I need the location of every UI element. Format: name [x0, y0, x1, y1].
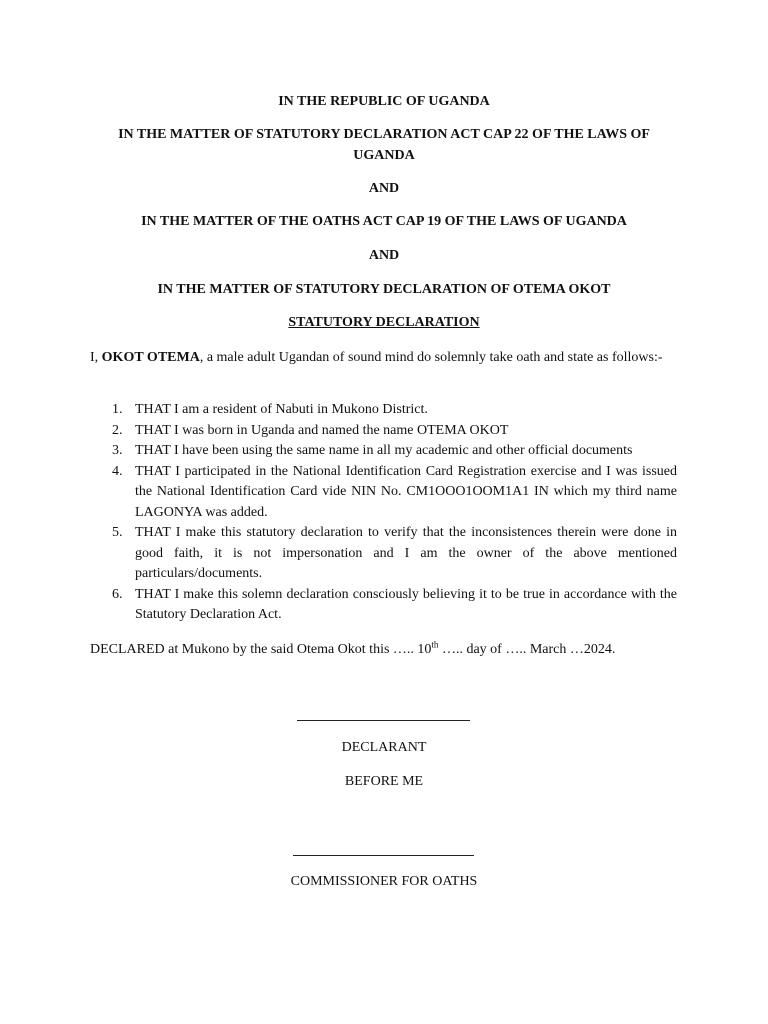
declared-ordinal-suffix: th	[431, 639, 439, 650]
declared-suffix: ….. day of ….. March …2024.	[438, 642, 616, 657]
heading-statutory-act-line2: UGANDA	[353, 148, 415, 163]
list-item-number: 6.	[112, 586, 123, 602]
list-item-text: THAT I was born in Uganda and named the name OTEMA OKOT	[135, 422, 509, 438]
commissioner-signature-line	[293, 855, 474, 856]
list-item-number: 5.	[112, 525, 123, 540]
intro-prefix: I,	[90, 350, 102, 365]
declarant-name: OKOT OTEMA	[101, 350, 200, 365]
list-item-text: THAT I make this statutory declaration to verify that the inconsistences therein were done in good faith, it is not impersonation and I am the owner of the above mentioned particulars/documents.	[135, 525, 677, 581]
list-item-number: 2.	[112, 422, 123, 438]
intro-paragraph	[90, 348, 677, 368]
list-item-text: THAT I make this solemn declaration consciously believing it to be true in accordance with the Statutory Declaration Act.	[135, 586, 677, 622]
declarant-label: DECLARANT	[341, 740, 427, 755]
commissioner-label: COMMISSIONER FOR OATHS	[290, 874, 478, 889]
declared-statement	[90, 640, 677, 660]
declared-prefix: DECLARED at Mukono by the said Otema Okot this ….. 10	[90, 642, 432, 657]
list-item-number: 4.	[112, 463, 123, 479]
heading-republic: IN THE REPUBLIC OF UGANDA	[278, 94, 490, 109]
before-me-label: BEFORE ME	[344, 774, 424, 789]
document-title-text: STATUTORY DECLARATION	[288, 315, 480, 330]
list-item	[90, 585, 677, 626]
heading-declaration-of: IN THE MATTER OF STATUTORY DECLARATION OF OTEMA OKOT	[157, 282, 611, 297]
list-item-number: 1.	[112, 402, 123, 417]
intro-rest: , a male adult Ugandan of sound mind do solemnly take oath and state as follows:-	[199, 350, 663, 365]
list-item-text: THAT I participated in the National Identification Card Registration exercise and I was issued the National Identification Card vide NIN No. CM1OOO1OOM1A1 IN which my third name LAGONYA was added.	[135, 463, 677, 520]
list-item	[90, 400, 677, 421]
heading-statutory-act-line1: IN THE MATTER OF STATUTORY DECLARATION ACT CAP 22 OF THE LAWS OF	[118, 127, 650, 142]
list-item	[90, 462, 677, 524]
list-item	[90, 421, 677, 442]
list-item	[90, 441, 677, 462]
heading-and-1: AND	[368, 181, 400, 196]
list-item-number: 3.	[112, 443, 123, 458]
heading-and-2: AND	[368, 248, 400, 263]
list-item-text: THAT I have been using the same name in all my academic and other official documents	[135, 443, 633, 458]
list-item-text: THAT I am a resident of Nabuti in Mukono District.	[135, 402, 428, 417]
document-title	[0, 315, 768, 331]
list-item	[90, 523, 677, 585]
declaration-list	[90, 400, 677, 626]
declarant-signature-line	[297, 720, 470, 721]
heading-oaths-act: IN THE MATTER OF THE OATHS ACT CAP 19 OF THE LAWS OF UGANDA	[141, 214, 627, 229]
